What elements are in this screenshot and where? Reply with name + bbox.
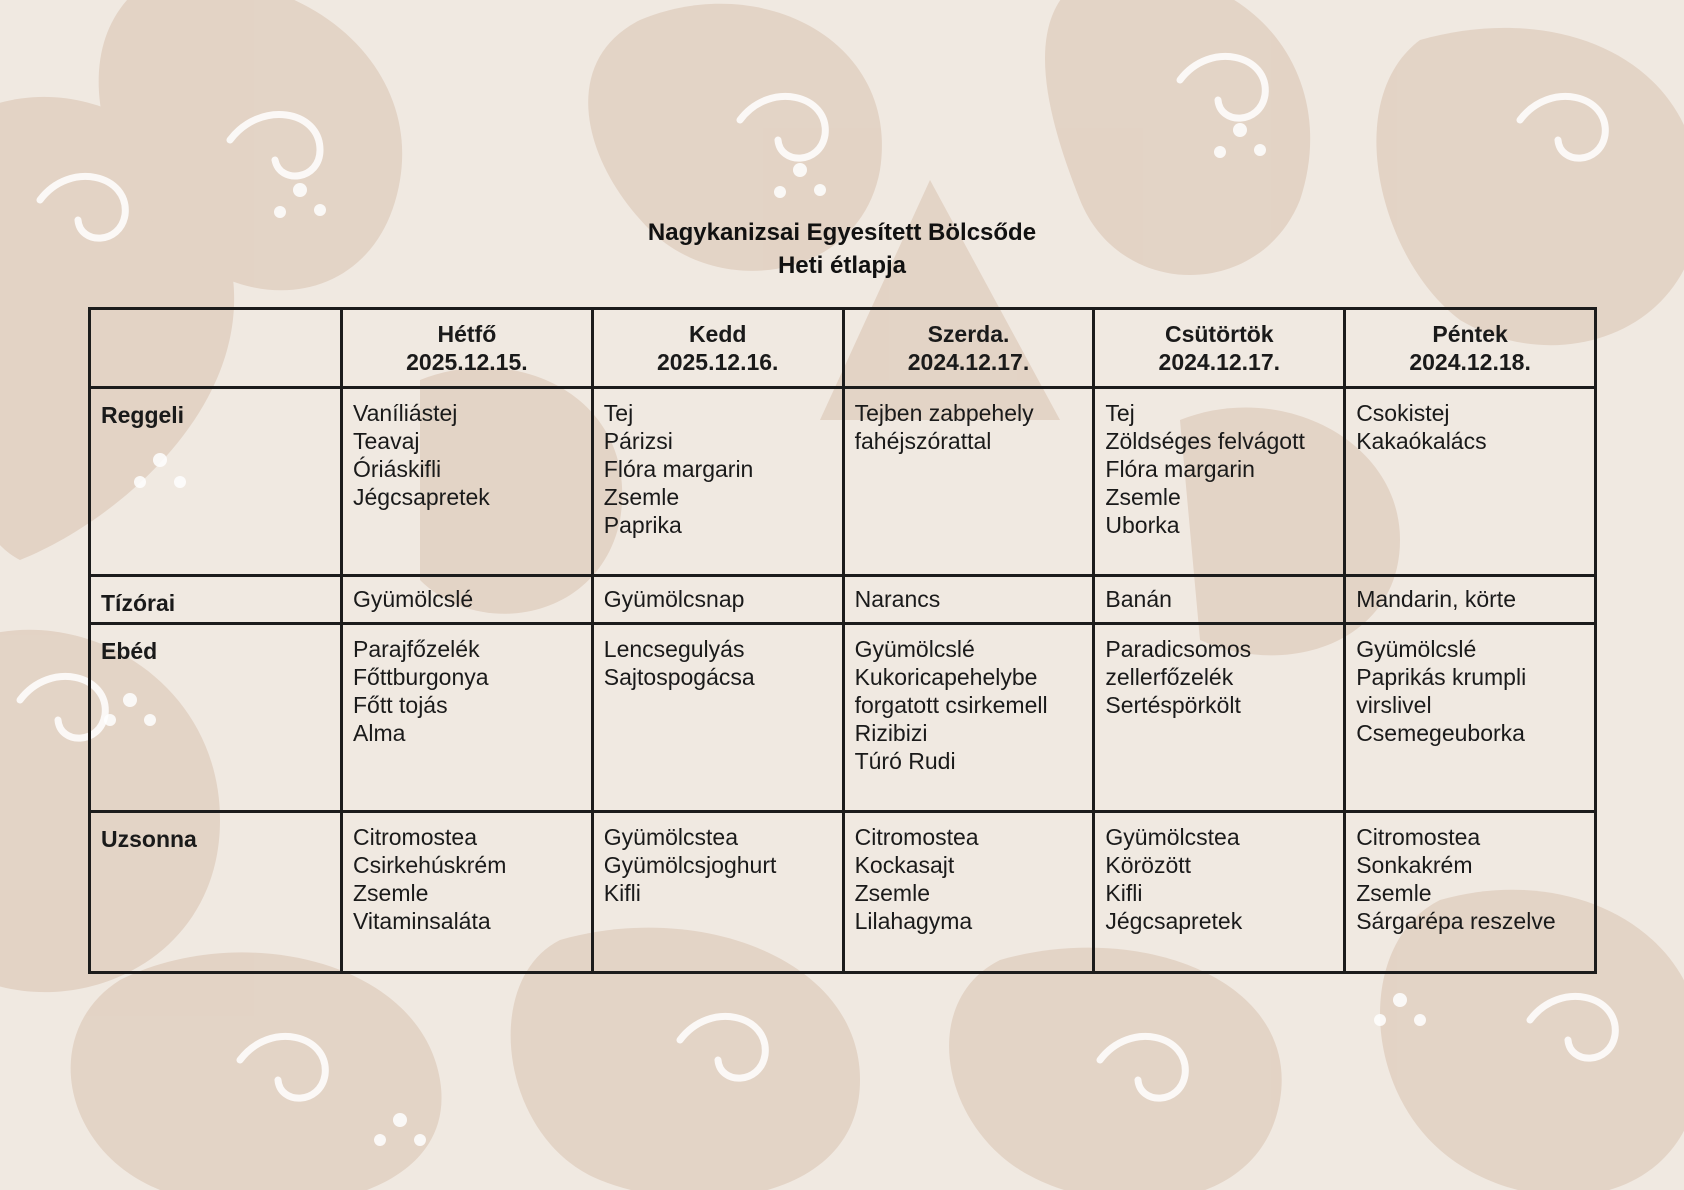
menu-item: Sajtospogácsa <box>603 664 755 690</box>
menu-item: Zöldséges felvágott <box>1105 428 1305 454</box>
menu-item: Narancs <box>854 586 941 612</box>
menu-item: Vaníliástej <box>353 400 458 426</box>
menu-item: Sertéspörkölt <box>1105 692 1241 718</box>
menu-cell <box>342 388 593 576</box>
meal-label: Ebéd <box>90 624 342 812</box>
menu-item: Sonkakrém <box>1356 852 1473 878</box>
menu-cell <box>342 576 593 624</box>
day-name: Hétfő <box>437 321 497 347</box>
menu-cell <box>843 624 1094 812</box>
menu-item: Sárgarépa reszelve <box>1356 908 1556 934</box>
menu-cell <box>1345 812 1596 973</box>
menu-item: Gyümölcslé <box>1356 636 1477 662</box>
menu-item: Gyümölcstea <box>1105 824 1240 850</box>
meal-row <box>90 388 1596 576</box>
menu-item: Paradicsomos <box>1105 636 1252 662</box>
menu-cell <box>843 576 1094 624</box>
page-title <box>0 216 1684 282</box>
title-line-1: Nagykanizsai Egyesített Bölcsőde <box>647 219 1037 246</box>
menu-item: Csemegeuborka <box>1356 720 1525 746</box>
meal-label: Uzsonna <box>90 812 342 973</box>
menu-cell <box>1094 388 1345 576</box>
menu-item: Zsemle <box>353 880 429 906</box>
menu-item: Jégcsapretek <box>353 484 490 510</box>
title-line-2: Heti étlapja <box>777 252 907 279</box>
menu-cell <box>592 388 843 576</box>
menu-cell <box>1094 624 1345 812</box>
menu-item: Jégcsapretek <box>1105 908 1243 934</box>
menu-item: Uborka <box>1105 512 1180 538</box>
menu-item: Zsemle <box>854 880 930 906</box>
menu-item: Tejben zabpehely <box>854 400 1034 426</box>
menu-cell <box>1094 812 1345 973</box>
menu-cell <box>1094 576 1345 624</box>
meal-row <box>90 624 1596 812</box>
menu-item: Zsemle <box>1105 484 1181 510</box>
menu-item: Kifli <box>1105 880 1143 906</box>
menu-item: Vitaminsaláta <box>353 908 491 934</box>
menu-item: Parajfőzelék <box>353 636 480 662</box>
weekly-menu-table <box>88 307 1597 974</box>
menu-item: Gyümölcstea <box>603 824 739 850</box>
menu-item: Tej <box>603 400 634 426</box>
menu-item: Túró Rudi <box>854 748 956 774</box>
menu-cell <box>342 624 593 812</box>
day-date: 2024.12.17. <box>907 349 1030 375</box>
menu-cell <box>1345 388 1596 576</box>
menu-item: Kukoricapehelybe <box>854 664 1038 690</box>
menu-cell <box>342 812 593 973</box>
meal-row <box>90 812 1596 973</box>
menu-item: Főtt tojás <box>353 692 448 718</box>
day-name: Péntek <box>1432 321 1508 347</box>
menu-item: Csirkehúskrém <box>353 852 507 878</box>
day-header <box>342 309 593 388</box>
menu-item: Csokistej <box>1356 400 1450 426</box>
menu-cell <box>592 624 843 812</box>
meal-label: Tízórai <box>90 576 342 624</box>
menu-item: Banán <box>1105 586 1172 612</box>
day-header <box>843 309 1094 388</box>
menu-item: Citromostea <box>854 824 979 850</box>
menu-item: Lencsegulyás <box>603 636 745 662</box>
corner-cell <box>90 309 342 388</box>
menu-item: Teavaj <box>353 428 420 454</box>
menu-item: Mandarin, körte <box>1356 586 1516 612</box>
menu-item: Gyümölcsnap <box>603 586 745 612</box>
day-date: 2025.12.15. <box>406 349 528 375</box>
menu-item: Zsemle <box>603 484 680 510</box>
menu-item: Tej <box>1105 400 1135 426</box>
menu-item: Körözött <box>1105 852 1192 878</box>
menu-cell <box>843 388 1094 576</box>
header-row <box>90 309 1596 388</box>
day-date: 2025.12.16. <box>656 349 779 375</box>
menu-item: zellerfőzelék <box>1105 664 1234 690</box>
day-date: 2024.12.17. <box>1158 349 1281 375</box>
day-name: Szerda. <box>927 321 1010 347</box>
menu-item: Rizibizi <box>854 720 928 746</box>
menu-item: forgatott csirkemell <box>854 692 1048 718</box>
menu-item: Párizsi <box>603 428 673 454</box>
menu-cell <box>843 812 1094 973</box>
menu-item: Citromostea <box>1356 824 1481 850</box>
day-name: Csütörtök <box>1164 321 1274 347</box>
menu-item: Gyümölcslé <box>854 636 975 662</box>
meal-row <box>90 576 1596 624</box>
day-header <box>1345 309 1596 388</box>
menu-item: Óriáskifli <box>353 456 442 482</box>
menu-item: Flóra margarin <box>1105 456 1255 482</box>
day-header <box>592 309 843 388</box>
day-date: 2024.12.18. <box>1409 349 1531 375</box>
menu-item: Flóra margarin <box>603 456 754 482</box>
menu-item: Gyümölcslé <box>353 586 474 612</box>
day-header <box>1094 309 1345 388</box>
menu-item: Kakaókalács <box>1356 428 1487 454</box>
menu-item: Paprikás krumpli <box>1356 664 1527 690</box>
menu-cell <box>592 812 843 973</box>
menu-item: Kockasajt <box>854 852 955 878</box>
day-name: Kedd <box>688 321 747 347</box>
menu-item: virslivel <box>1356 692 1432 718</box>
menu-item: Paprika <box>603 512 682 538</box>
menu-item: Lilahagyma <box>854 908 973 934</box>
menu-cell <box>592 576 843 624</box>
menu-item: Zsemle <box>1356 880 1432 906</box>
meal-label: Reggeli <box>90 388 342 576</box>
menu-item: Alma <box>353 720 406 746</box>
menu-cell <box>1345 576 1596 624</box>
menu-item: Főttburgonya <box>353 664 489 690</box>
menu-item: Gyümölcsjoghurt <box>603 852 777 878</box>
menu-item: fahéjszórattal <box>854 428 992 454</box>
menu-item: Kifli <box>603 880 641 906</box>
menu-item: Citromostea <box>353 824 477 850</box>
menu-cell <box>1345 624 1596 812</box>
